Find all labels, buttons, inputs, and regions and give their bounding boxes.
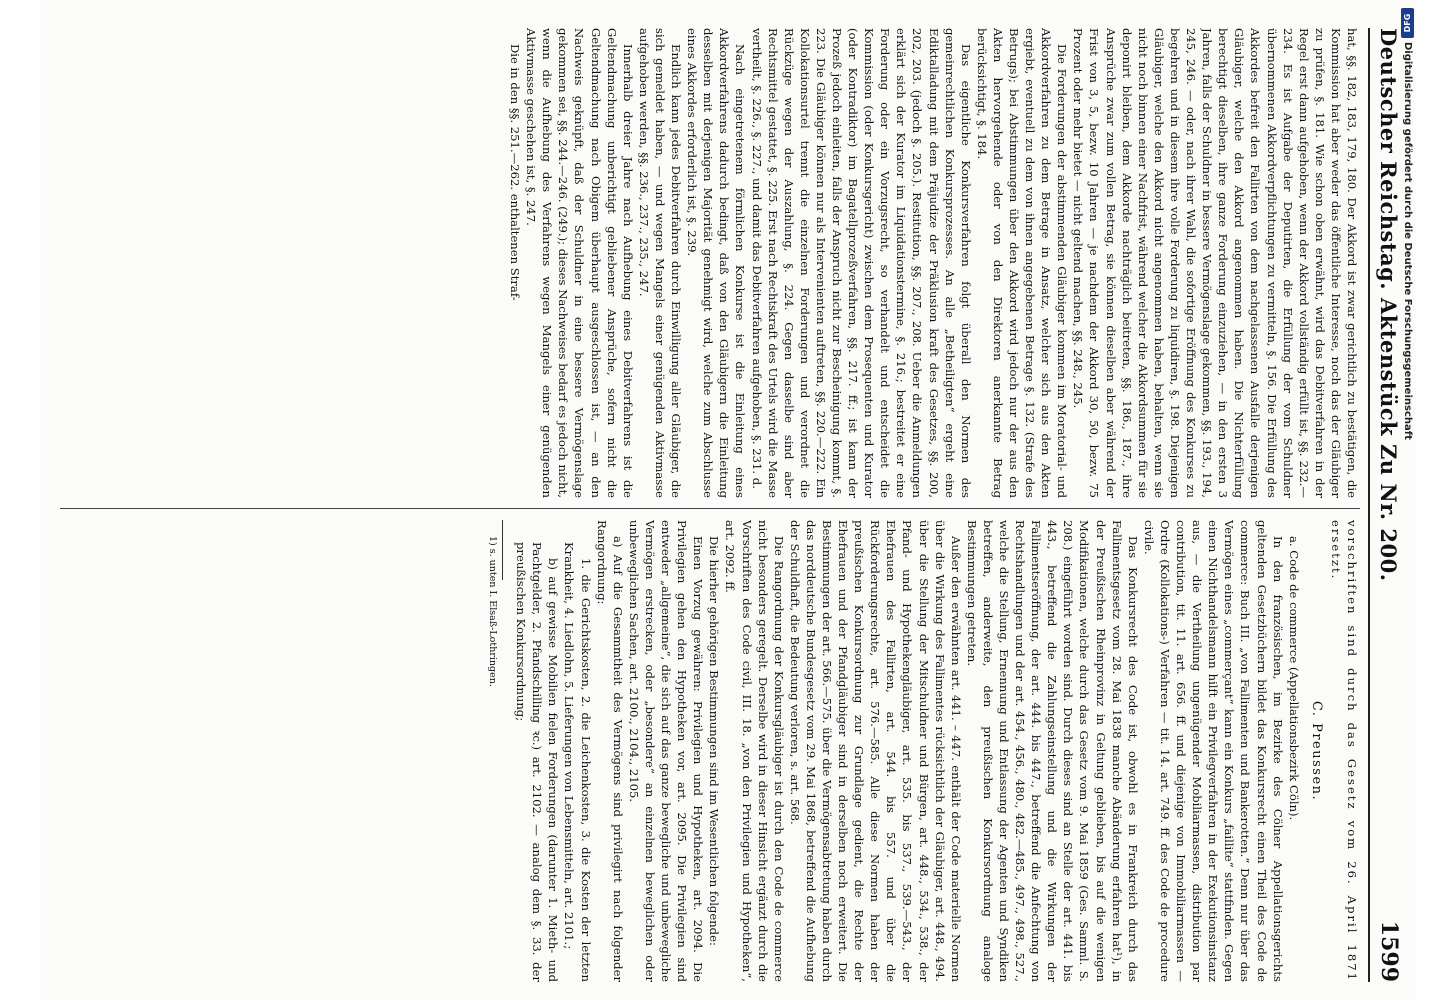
list-item: b) auf gewisse Mobilien fielen Forderungen (darunter 1. Mieth- und Pachtgelder, 2. Pfandschilling ꝛc.) art. 2102. — analog dem §. 33. der preußischen Konkursordnung; bbox=[514, 542, 561, 982]
paragraph: Außer den erwähnten art. 441. – 447. enthält der Code materielle Normen über die Wirkung des Fallimentes rücksichtlich der Gläubiger, art. 448., 494. über die Stellung der Mitschuldner und Bürgen, art. 448., 534., 538., der Pfand- und Hypothekengläubiger, art. 535. bis 537., 539.—543., der Ehefrauen des Fallirten, art. 544. bis 557. und über die Rückforderungsrechte, art. 576.—585. Alle diese Normen haben der preußischen Konkursordnung zur Grundlage gedient, die Rechte der Ehefrauen und der Pfandgläubiger sind in derselben noch erweitert. Die Bestimmungen der art. 566.—575. über die Vermögensabtretung haben durch das norddeutsche Bundesgesetz vom 29. Mai 1868, betreffend die Aufhebung der Schuldhaft, die Bedeutung verloren, s. art. 568. bbox=[787, 520, 963, 982]
paragraph: Die hierher gehörigen Bestimmungen sind im Wesentlichen folgende: bbox=[707, 536, 722, 946]
subsection-title: a. Code de commerce (Appellationsbezirk Cöln). bbox=[1286, 536, 1301, 821]
dfg-stamp bbox=[1393, 6, 1423, 996]
right-column bbox=[54, 520, 1360, 982]
stamp-text: Digitalisierung gefördert durch die Deutsche Forschungsgemeinschaft bbox=[1402, 42, 1413, 440]
left-column bbox=[54, 28, 1360, 498]
dfg-logo bbox=[1401, 8, 1414, 38]
footnote: 1) s. unten I. Elsaß-Lothringen. bbox=[487, 536, 499, 687]
paragraph: In den französischen, im Bezirke des Cölner Appellationsgerichts geltenden Gesetzbüchern bildet das Konkursrecht einen Theil des Code de commerce: Buch III. „von Fallimenten und Bankerotten.“ Denn nur über das Vermögen eines „commerçant“ kann ein Konkurs „faillite“ stattfinden. Gegen einen Nichthandelsmann hilft ein Privilegverfahren in der Exekutionsinstanz aus, — die Vertheilung ungenügender Mobiliarmassen, distribution par contribution, tit. 11. art. 656. ff. und diejenige von Immobiliarmassen — Ordre (Kollokations-) Verfahren — tit. 14. art. 749. ff. des Code de procedure civile. bbox=[1141, 520, 1285, 982]
paragraph: Das eigentliche Konkursverfahren folgt überall den Normen des gemeinrechtlichen Konkursprozesses. An alle „Betheiligten“ ergeht eine Ediktalladung mit dem Präjudize der Präklusion kraft des Gesetzes, §§. 200, 202, 203. (jedoch §. 205.). Restitution, §§. 207., 208. Ueber die Anmeldungen erklärt sich der Kurator im Liquidationstermine, §. 216.; bestreitet er eine Forderung oder ein Vorzugsrecht, so verhandelt und entscheidet die Kommission (oder Konkursgericht) zwischen dem Prosequenten und Kurator (oder Kontradiktor) im Bagatellprozeßverfahren, §§. 217. ff.; ist kann der Prozeß jedoch einleiten, falls der Anspruch nicht zur Bescheinigung kommt, §. 223. Die Gläubiger können nur als Intervenienten auftreten, §§. 220.—222. Ein Kollokationsurtel trennt die einzelnen Forderungen und verordnet die Rückzüge wegen der Auszahlung, §. 224. Gegen dasselbe sind aber Rechtsmittel gestattet, §. 225. Erst nach Rechtskraft des Urtels wird die Masse vertheilt, §. 226., §. 227., und damit das Debitverfahren aufgehoben, §. 231. d. bbox=[749, 28, 973, 498]
dfg-logo-text: DFG bbox=[1403, 13, 1412, 33]
paragraph: Innerhalb dreier Jahre nach Aufhebung eines Debitverfahrens ist die Geltendmachung unberichtigt gebliebener Ansprüche, sofern nicht die Geltendmachung nach Obigem überhaupt ausgeschlossen ist, — an den Nachweis geknüpft, daß der Schuldner in eine bessere Vermögenslage gekommen sei, §§. 244.—246. (249.); dieses Nachweises bedarf es jedoch nicht, wenn die Aufhebung des Verfahrens wegen Mangels einer genügenden Aktivmasse geschehen ist, §. 247. bbox=[524, 28, 635, 498]
paragraph: Das Konkursrecht des Code ist, obwohl es in Frankreich durch das Fallimentsgesetz vom 28. Mai 1838 manche Abänderung erfahren hat¹), in der Preußischen Rheinprovinz in Geltung geblieben, bis auf die wenigen Modifikationen, welche durch das Gesetz vom 9. Mai 1859 (Ges. Samml. S. 208.) eingeführt worden sind. Durch dieses sind an Stelle der art. 441. bis 443., betreffend die Zahlungseinstellung und die Wirkungen der Fallimentseröffnung, der art. 444. bis 447., betreffend die Anfechtung von Rechtshandlungen und der art. 454., 456., 480., 482.—485., 497., 498., 527., welche die Stellung, Ernennung und Entlassung der Agenten und Syndiken betreffen, anderweite, den preußischen Konkursordnung analoge Bestimmungen getreten. bbox=[964, 520, 1140, 982]
paragraph: Nach eingetretenem förmlichen Konkurse ist die Einleitung eines Akkordverfahrens dadurch bedingt, daß von den Gläubigern die Einleitung desselben mit derjenigen Majorität genehmigt wird, welche zum Abschlusse eines Akkordes erforderlich ist, §. 239. bbox=[685, 28, 748, 498]
paragraph: vorschriften sind durch das Gesetz vom 26. April 1871 ersetzt. bbox=[1328, 520, 1359, 982]
column-divider bbox=[60, 508, 1360, 509]
page-number: 1599 bbox=[1376, 920, 1402, 982]
footnote-rule bbox=[502, 520, 503, 580]
running-title: Deutscher Reichstag. Aktenstück Zu Nr. 200. bbox=[1376, 28, 1401, 582]
paragraph: Die Rangordnung der Konkursgläubiger ist durch den Code de commerce nicht besonders geregelt. Derselbe wird in dieser Hinsicht ergänzt durch die Vorschriften des Code civil, III. 18. „von den Privilegien und Hypotheken“, art. 2092. ff. bbox=[723, 520, 786, 982]
paragraph: hat, §§. 182, 183, 179, 180. Der Akkord ist zwar gerichtlich zu bestätigen, die Kommission hat aber weder das öffentliche Interesse, noch das der Gläubiger zu prüfen, §. 181. Wie schon oben erwähnt, wird das Debitverfahren in der Regel erst dann aufgehoben, wenn der Akkord vollständig erfüllt ist, §§. 232.—234. Es ist Aufgabe der Deputirten, die Erfüllung der vom Schuldner übernommenen Akkordverpflichtungen zu vermitteln, §. 156. Die Erfüllung des Akkordes befreit den Fallirten von dem nachgelassenen Ausfalle derjenigen Gläubiger, welche den Akkord angenommen haben. Die Nichterfüllung berechtigt dieselben, ihre ganze Forderung einzuziehen, — in den ersten 3 Jahren, falls der Schuldner in bessere Vermögenslage gekommen, §§. 193., 194, 245, 246. — oder, nach ihrer Wahl, die sofortige Eröffnung des Konkurses zu begehren und in diesem ihre volle Forderung zu liquidiren, §. 198. Diejenigen Gläubiger, welche den Akkord nicht angenommen haben, behalten, wenn sie nicht noch binnen einer Nachfrist, während welcher die Akkordsummen für sie deponirt bleiben, dem Akkorde nachträglich beitreten, §§. 186., 187., ihre Ansprüche zwar zum vollen Betrag, sie können dieselben aber während der Frist von 3, 5, bezw. 10 Jahren — je nachdem der Akkord 30, 50, bezw. 75 Prozent oder mehr bietet — nicht geltend machen, §§. 248., 245. bbox=[1071, 28, 1359, 498]
paragraph: a) Auf die Gesammtheit des Vermögens sind privilegirt nach folgender Rangordnung: bbox=[594, 520, 625, 982]
list-item: 1. die Gerichtskosten, 2. die Leichenkosten, 3. die Kosten der letzten Krankheit, 4. Liedlohn, 5. Lieferungen von Lebensmitteln, art. 2101.; bbox=[562, 542, 593, 982]
paragraph: Die Forderungen der abstimmenden Gläubiger kommen im Moratorial- und Akkordverfahren zu dem Betrage in Ansatz, welcher sich aus den Akten ergiebt, eventuell zu dem von ihnen angegebenen Betrage §. 132. (Strafe des Betrugs); bei Abstimmungen über den Akkord wird jedoch nur der aus den Akten hervorgehende oder von den Direktoren anerkannte Betrag berücksichtigt, §. 184. bbox=[974, 28, 1070, 498]
paragraph: Endlich kann jedes Debitverfahren durch Einwilligung aller Gläubiger, die sich gemeldet haben, — und wegen Mangels einer genügenden Aktivmasse aufgehoben werden, §§. 236., 237., 235., 247. bbox=[636, 28, 684, 498]
paragraph: Die in den §§. 251.—262. enthaltenen Straf- bbox=[508, 44, 523, 301]
paragraph: Einen Vorzug gewähren: Privilegien und Hypotheken, art. 2094. Die Privilegien gehen den Hypotheken vor, art. 2095. Die Privilegien sind entweder „allgemeine“, die sich auf das ganze bewegliche und unbewegliche Vermögen erstrecken, oder „besondere“ an einzelnen beweglichen oder unbeweglichen Sachen, art. 2100., 2104., 2105. bbox=[626, 520, 706, 982]
scanned-page bbox=[40, 0, 1416, 1000]
section-title: C. Preussen. bbox=[1308, 700, 1324, 802]
